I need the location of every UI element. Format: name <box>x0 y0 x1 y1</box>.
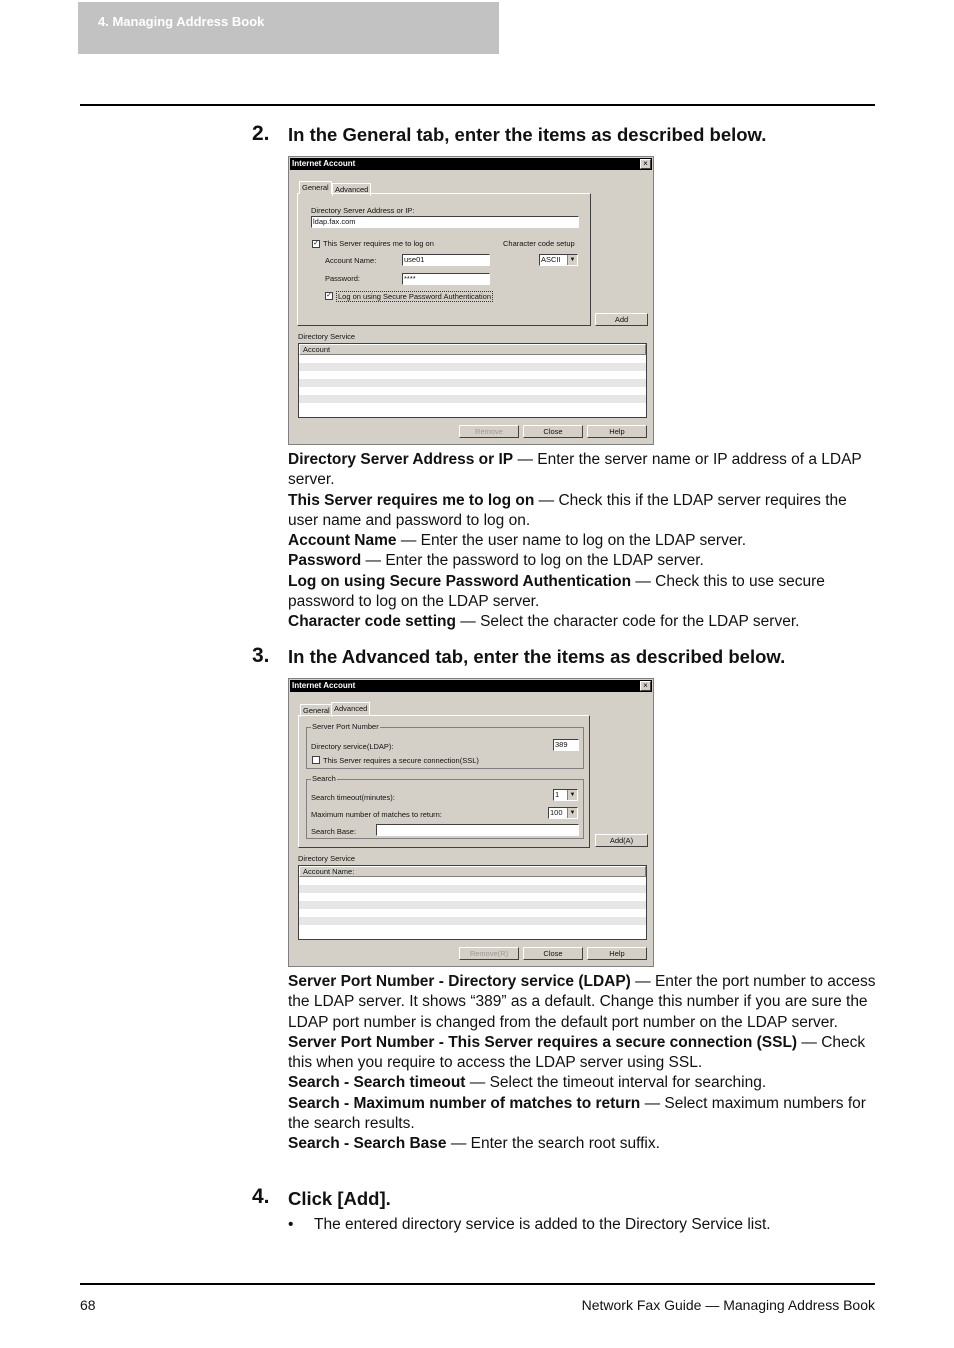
step-4-title: Click [Add]. <box>288 1188 391 1209</box>
dir-server-field: ldap.fax.com <box>311 216 579 228</box>
desc-item: Account Name — Enter the user name to log on the LDAP server. <box>288 532 747 550</box>
ssl-label: This Server requires a secure connection(SSL) <box>323 756 479 765</box>
dir-server-label: Directory Server Address or IP: <box>311 206 415 215</box>
step-2-title: In the General tab, enter the items as described below. <box>288 124 767 145</box>
dialog-title-bar: Internet Account <box>290 680 652 692</box>
chevron-down-icon: ▼ <box>567 790 577 800</box>
server-port-group: Server Port Number <box>306 727 584 769</box>
search-base-field <box>376 824 579 836</box>
step-2-number: 2. <box>252 122 270 145</box>
bullet-marker: • <box>288 1216 294 1233</box>
dialog-title-bar: Internet Account <box>290 158 652 170</box>
desc-item: This Server requires me to log on — Check this if the LDAP server requires the user name and password to log on. <box>288 491 847 529</box>
remove-button: Remove <box>459 425 519 438</box>
max-matches-label: Maximum number of matches to return: <box>311 810 442 819</box>
password-label: Password: <box>325 274 361 283</box>
list-header: Account Name: <box>299 866 646 877</box>
desc-item: Search - Maximum number of matches to return — Select maximum numbers for the search results. <box>288 1094 866 1133</box>
tab-advanced: Advanced <box>331 702 370 715</box>
desc-item: Log on using Secure Password Authentication — Check this to use secure password to log on the LDAP server. <box>288 572 825 611</box>
search-base-label: Search Base: <box>311 827 357 836</box>
section-header-label: 4. Managing Address Book <box>98 14 265 29</box>
charset-label: Character code setup <box>503 239 575 248</box>
dialog-advanced-screenshot <box>288 678 654 967</box>
chevron-down-icon: ▼ <box>567 808 577 818</box>
requires-logon-checkbox: ✓ <box>313 240 319 247</box>
search-group: Search <box>306 779 584 839</box>
step-3-title: In the Advanced tab, enter the items as described below. <box>288 646 786 667</box>
directory-service-list <box>298 865 647 940</box>
timeout-combo: 1 ▼ <box>553 789 578 801</box>
advanced-tab-descriptions <box>288 972 876 1155</box>
max-matches-combo: 100 ▼ <box>548 807 578 819</box>
dir-service-ldap-label: Directory service(LDAP): <box>311 742 394 751</box>
desc-item: Password — Enter the password to log on the LDAP server. <box>288 552 704 570</box>
close-button: Close <box>523 425 583 438</box>
step-3-number: 3. <box>252 644 270 667</box>
help-button: Help <box>587 425 647 438</box>
desc-item: Server Port Number - This Server requires a secure connection (SSL) — Check this when you require to access the LDAP server using SSL. <box>288 1033 866 1072</box>
secure-auth-label: Log on using Secure Password Authentication <box>338 292 492 301</box>
step-4-number: 4. <box>252 1185 270 1208</box>
desc-item: Character code setting — Select the character code for the LDAP server. <box>288 613 800 631</box>
ssl-checkbox <box>312 756 320 764</box>
page-number: 68 <box>80 1297 96 1313</box>
dir-service-label: Directory Service <box>298 332 356 341</box>
timeout-label: Search timeout(minutes): <box>311 793 395 802</box>
chevron-down-icon: ▼ <box>567 255 577 265</box>
directory-service-list <box>298 343 647 418</box>
charset-combo: ASCII ▼ <box>539 254 578 266</box>
account-label: Account Name: <box>325 256 377 265</box>
section-header-tab <box>78 2 499 54</box>
top-divider <box>80 104 875 106</box>
help-button: Help <box>587 947 647 960</box>
list-header: Account <box>299 344 646 355</box>
requires-logon-label: This Server requires me to log on <box>323 239 434 248</box>
dialog-close-icon: × <box>640 159 651 169</box>
dir-service-label: Directory Service <box>298 854 356 863</box>
remove-button: Remove(R) <box>459 947 519 960</box>
desc-item: Search - Search timeout — Select the timeout interval for searching. <box>288 1074 767 1092</box>
bullet-text: The entered directory service is added to the Directory Service list. <box>314 1216 771 1233</box>
port-field: 389 <box>553 739 579 751</box>
add-button: Add <box>595 313 648 326</box>
desc-item: Server Port Number - Directory service (LDAP) — Enter the port number to access the LDAP server. It shows “389” as a default. Change this number if you are sure the LDAP port number is changed from the default port number on the LDAP server. <box>288 973 876 1031</box>
tab-advanced: Advanced <box>332 183 371 196</box>
add-button: Add(A) <box>595 834 648 847</box>
tab-general: General <box>299 181 332 194</box>
step-4-bullet <box>288 1216 771 1234</box>
footer-title: Network Fax Guide — Managing Address Book <box>581 1297 875 1313</box>
bottom-divider <box>80 1283 875 1285</box>
secure-auth-checkbox: ✓ <box>326 292 332 299</box>
password-field: **** <box>402 273 490 285</box>
account-field: use01 <box>402 254 490 266</box>
dialog-general-screenshot <box>288 156 654 445</box>
general-tab-descriptions <box>288 450 876 633</box>
close-button: Close <box>523 947 583 960</box>
dialog-close-icon: × <box>640 681 651 691</box>
tab-general: General <box>300 704 333 717</box>
desc-item: Directory Server Address or IP — Enter the server name or IP address of a LDAP server. <box>288 451 862 489</box>
desc-item: Search - Search Base — Enter the search root suffix. <box>288 1135 660 1153</box>
